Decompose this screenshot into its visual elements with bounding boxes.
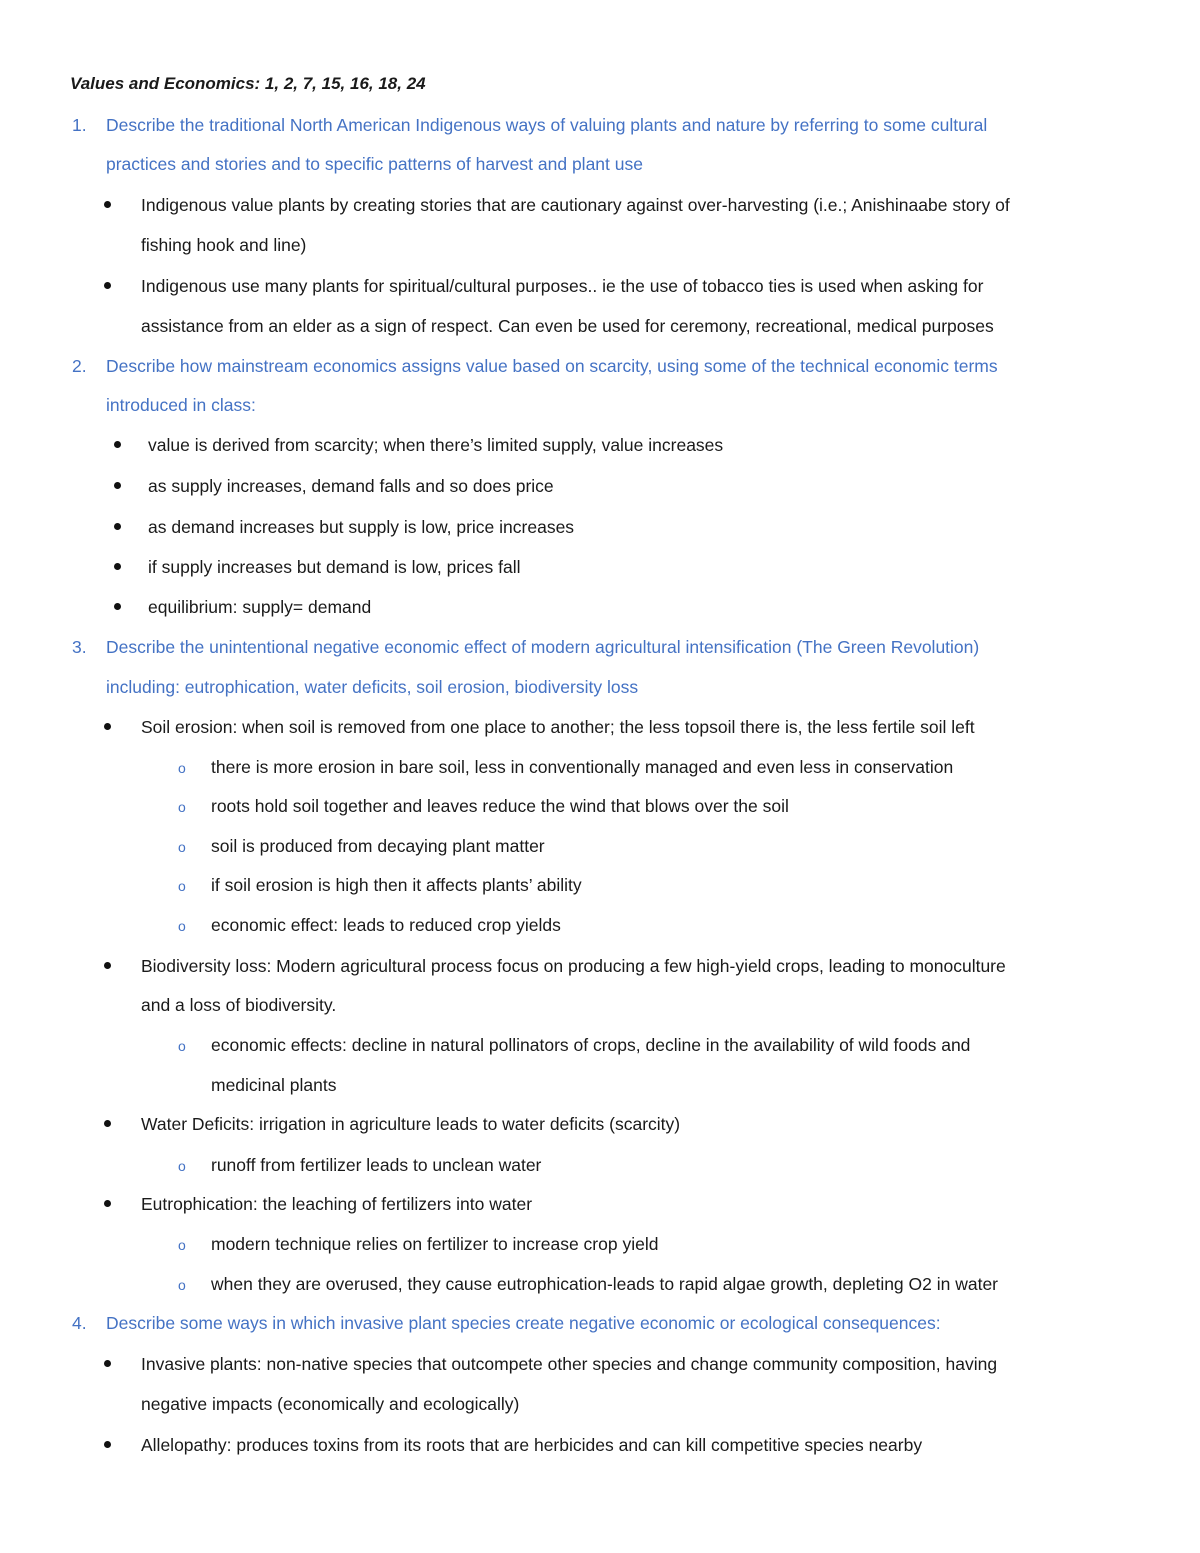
bullet-marker: [114, 523, 121, 530]
q4-invasive-plants-line-1: Invasive plants: non-native species that outcompete other species and change community composition, having: [141, 1354, 998, 1374]
bullet-marker: [114, 603, 121, 610]
sub-bullet-marker: o: [178, 839, 186, 855]
sub-bullet-marker: o: [178, 1277, 186, 1293]
bullet-marker: [104, 1200, 111, 1207]
bullet-marker: [104, 723, 111, 730]
question-3-text-line-2: including: eutrophication, water deficits, soil erosion, biodiversity loss: [106, 677, 639, 697]
q3-water-deficits: Water Deficits: irrigation in agriculture leads to water deficits (scarcity): [141, 1114, 681, 1134]
bullet-marker: [104, 1441, 111, 1448]
q3-biodiversity-sub-1-line-2: medicinal plants: [211, 1075, 337, 1095]
q3-eutrophication-sub-2: when they are overused, they cause eutrophication-leads to rapid algae growth, depleting O2 in water: [211, 1274, 999, 1294]
question-2-text-line-1: Describe how mainstream economics assigns value based on scarcity, using some of the technical economic terms: [106, 356, 998, 376]
q3-soil-erosion: Soil erosion: when soil is removed from one place to another; the less topsoil there is, the less fertile soil left: [141, 717, 975, 737]
q4-allelopathy: Allelopathy: produces toxins from its roots that are herbicides and can kill competitive species nearby: [141, 1435, 923, 1455]
q3-soil-sub-1: there is more erosion in bare soil, less in conventionally managed and even less in conservation: [211, 757, 954, 777]
q2-bullet-2: as supply increases, demand falls and so does price: [148, 476, 554, 496]
q2-bullet-5: equilibrium: supply= demand: [148, 597, 372, 617]
q2-bullet-3: as demand increases but supply is low, price increases: [148, 517, 575, 537]
question-1-text-line-1: Describe the traditional North American Indigenous ways of valuing plants and nature by referring to some cultural: [106, 115, 988, 135]
q4-invasive-plants-line-2: negative impacts (economically and ecologically): [141, 1394, 520, 1414]
bullet-marker: [114, 563, 121, 570]
sub-bullet-marker: o: [178, 1237, 186, 1253]
document-title: Values and Economics: 1, 2, 7, 15, 16, 18, 24: [70, 74, 426, 93]
bullet-marker: [104, 962, 111, 969]
q1-bullet-2-line-1: Indigenous use many plants for spiritual/cultural purposes.. ie the use of tobacco ties is used when asking for: [141, 276, 984, 296]
bullet-marker: [104, 201, 111, 208]
q3-biodiversity-line-1: Biodiversity loss: Modern agricultural process focus on producing a few high-yield crops, leading to monoculture: [141, 956, 1006, 976]
question-4-text-line-1: Describe some ways in which invasive plant species create negative economic or ecological consequences:: [106, 1313, 941, 1333]
q1-bullet-2-line-2: assistance from an elder as a sign of respect. Can even be used for ceremony, recreational, medical purposes: [141, 316, 994, 336]
q3-water-sub-1: runoff from fertilizer leads to unclean water: [211, 1155, 542, 1175]
sub-bullet-marker: o: [178, 878, 186, 894]
bullet-marker: [104, 1120, 111, 1127]
q3-eutrophication-sub-1: modern technique relies on fertilizer to increase crop yield: [211, 1234, 659, 1254]
sub-bullet-marker: o: [178, 1038, 186, 1054]
bullet-marker: [104, 1360, 111, 1367]
q1-bullet-1-line-1: Indigenous value plants by creating stories that are cautionary against over-harvesting (i.e.; Anishinaabe story of: [141, 195, 1010, 215]
question-2-text-line-2: introduced in class:: [106, 395, 256, 415]
q3-soil-sub-3: soil is produced from decaying plant matter: [211, 836, 545, 856]
question-2-number: 2.: [72, 356, 87, 376]
sub-bullet-marker: o: [178, 1158, 186, 1174]
sub-bullet-marker: o: [178, 918, 186, 934]
q3-eutrophication: Eutrophication: the leaching of fertilizers into water: [141, 1194, 533, 1214]
bullet-marker: [114, 482, 121, 489]
sub-bullet-marker: o: [178, 799, 186, 815]
q2-bullet-4: if supply increases but demand is low, prices fall: [148, 557, 521, 577]
question-3-text-line-1: Describe the unintentional negative economic effect of modern agricultural intensification (The Green Revolution): [106, 637, 980, 657]
q3-soil-sub-5: economic effect: leads to reduced crop yields: [211, 915, 561, 935]
q3-soil-sub-2: roots hold soil together and leaves reduce the wind that blows over the soil: [211, 796, 789, 816]
q3-soil-sub-4: if soil erosion is high then it affects plants’ ability: [211, 875, 582, 895]
q3-biodiversity-line-2: and a loss of biodiversity.: [141, 995, 337, 1015]
bullet-marker: [104, 282, 111, 289]
question-3-number: 3.: [72, 637, 87, 657]
q3-biodiversity-sub-1-line-1: economic effects: decline in natural pollinators of crops, decline in the availability of wild foods and: [211, 1035, 971, 1055]
q1-bullet-1-line-2: fishing hook and line): [141, 235, 307, 255]
q2-bullet-1: value is derived from scarcity; when there’s limited supply, value increases: [148, 435, 724, 455]
question-4-number: 4.: [72, 1313, 87, 1333]
question-1-text-line-2: practices and stories and to specific patterns of harvest and plant use: [106, 154, 643, 174]
question-1-number: 1.: [72, 115, 87, 135]
sub-bullet-marker: o: [178, 760, 186, 776]
bullet-marker: [114, 441, 121, 448]
